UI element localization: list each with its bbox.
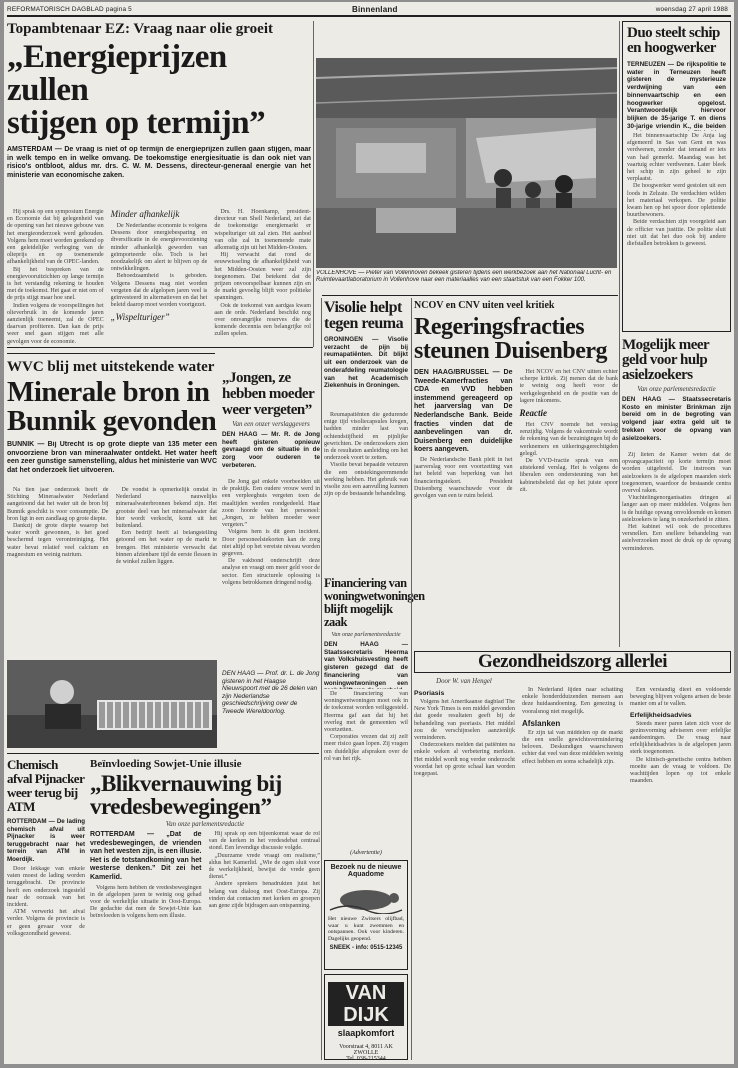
energie-headline-1: „Energieprijzen zullen [7, 39, 227, 108]
jongen-lead: DEN HAAG — Mr. R. de Jong heeft gisteren opnieuw gevraagd om de situatie in de zorg voor ouderen te verbeteren. [222, 431, 320, 469]
gezondheid-paragraph: Steeds meer paren laten zich voor de gezinsvorming adviseren over erfelijke aandoeningen. De vraag naar erfelijkheidsadvies is de afgelopen jaren sterk toegenomen. [630, 720, 731, 756]
energie-lead: AMSTERDAM — De vraag is niet of op termijn de energieprijzen zullen gaan stijgen, maar in welk tempo en in welke omvang. De toekomstige energiesituatie is dan ook niet van risico's ontbloot, aldus mr. drs. C. W. M. Dessens, directeur-generaal energie van het ministerie van economische zaken. [7, 146, 311, 179]
sowjet-paragraph: „Duurzame vrede vraagt om realisme,” aldus het Kamerlid. „Wie de ogen sluit voor de werkelijkheid, bewijst de vrede geen dienst.” [208, 852, 320, 881]
article-mineraal [7, 359, 217, 637]
visolie-paragraph: Visolie bevat bepaalde vetzuren die een ontstekingsremmende werking hebben. Het gebruik van visolie zou een aanvulling kunnen zijn op de bestaande behandeling. [324, 462, 408, 498]
energie-paragraph: Ook de toekomst van aardgas kwam aan de orde. Nederland beschikt nog over omvangrijke reserves die de komende decennia een belangrijke rol zullen spelen. [214, 302, 311, 338]
sowjet-paragraph: Volgens hem hebben de vredesbewegingen in de afgelopen jaren te weinig oog gehad voor de werkelijke situatie in Oost-Europa. De gedachte dat men de Sowjet-Unie kan beïnvloeden is volgens hem een illusie. [90, 884, 202, 920]
gezondheid-subheading: Psoriasis [414, 690, 445, 697]
gezondheid-body [414, 687, 731, 1061]
ncov-paragraph: Het NCOV en het CNV uitten echter scherpe kritiek. Zij menen dat de bank te weinig oog heeft voor de werkgelegenheid en de positie van de lagere inkomens. [519, 369, 618, 404]
divider [7, 347, 313, 348]
ncov-headline-2: steunen Duisenberg [414, 338, 608, 364]
duo-paragraph: Het binnenvaartschip De Anja lag afgemeerd in Sas van Gent en was verdwenen, zonder dat iemand er iets van had gemerkt. Maandag was het vaartuig echter verdwenen. Later bleek het schip in zijn geheel te zijn verplaatst. [627, 133, 726, 183]
photo-vollenhove-caption: VOLLENHOVE — Pieter van Vollenhoven bekeek gisteren tijdens een werkbezoek aan het Nationaal Lucht- en Ruimtevaartlaboratorium in Vollenhove naar een materiaalles van een staartstuk van een Fokker 100. [316, 270, 612, 283]
ncov-lead: DEN HAAG/BRUSSEL — De Tweede-Kamerfracties van CDA en VVD hebben instemmend gereageerd op het jaarverslag van De Nederlandsche Bank. Beide fracties vinden dat de aanbevelingen van dr. Duisenberg een duidelijke koers aangeven. [414, 369, 513, 454]
energie-paragraph: Bij het bespreken van de energievooruitzichten op lange termijn is het verstandig rekening te houden met de toekomst. Het gaat er niet om of de prijs stijgt maar hoe snel. [7, 266, 104, 302]
ncov-kicker: NCOV en CNV uiten veel kritiek [414, 300, 555, 311]
newspaper-page [4, 2, 734, 1064]
photo-vollenhove [316, 58, 617, 268]
chemisch-headline: Chemisch afval Pijnacker weer terug bij ATM [7, 757, 85, 814]
energie-paragraph: Indien volgens de voorspellingen het olieverbruik in de komende jaren aanzienlijk toeneemt, zal de OPEC daarvan profiteren. Dan kan de prijs weer snel gaan stijgen met alle gevolgen voor de economie. [7, 302, 104, 345]
divider [411, 298, 412, 1060]
asielzoekers-paragraph: Zij lieten de Kamer weten dat de opvangcapaciteit op korte termijn moet worden uitgebreid. De instroom van asielzoekers is de afgelopen maanden sterk toegenomen, waardoor de bestaande centra overvol raken. [622, 452, 731, 495]
chemisch-paragraph: ATM verwerkt het afval verder. Volgens de provincie is er geen gevaar voor de volksgezondheid geweest. [7, 909, 85, 937]
asielzoekers-headline: Mogelijk meer geld voor hulp asielzoekers [622, 337, 709, 383]
energie-body [7, 209, 311, 375]
photo-de-jong-caption: DEN HAAG — Prof. dr. L. de Jong gisteren in het Haagse Nieuwspoort met de 26 delen van zijn Nederlandse geschiedschrijving over de Tweede Wereldoorlog. [222, 670, 320, 715]
ncov-paragraph: De Nederlandsche Bank pleit in het jaarverslag voor een voortzetting van het beleid van beperking van het financieringstekort. President Duisenberg waarschuwde voor de gevolgen van een te ruim beleid. [414, 456, 513, 499]
gezondheid-subheading: Erfelijkheidsadvies [630, 711, 692, 719]
duo-paragraph: De hoogwerker werd gestolen uit een loods in Zelzate. De verdachten wilden het materiaal verkopen. De politie kwam hen op het spoor door oplettende buurtbewoners. [627, 183, 726, 219]
mineraal-paragraph: De vondst is opmerkelijk omdat in Nederland nauwelijks mineraalwaterbronnen bekend zijn. Het grootste deel van het mineraalwater dat hier wordt verkocht, komt uit het buitenland. [115, 487, 217, 530]
gezondheid-paragraph: Er zijn tal van middelen op de markt die een snelle gewichtsvermindering beloven. Deskundigen waarschuwen echter dat veel van deze middelen weinig effect hebben en soms schadelijk zijn. [522, 729, 623, 765]
ad-aquadome-title: Bezoek nu de nieuwe Aquadome [330, 864, 402, 878]
sowjet-paragraph: Andere sprekers benadrukten juist het belang van dialoog met Oost-Europa. Zij vinden dat contacten met kerken en groepen aan gene zijde bijdragen aan ontspanning. [208, 881, 320, 910]
gezondheid-paragraph: De klinisch-genetische centra hebben moeite aan de vraag te voldoen. De wachttijden lopen op tot enkele maanden. [630, 756, 731, 785]
mineraal-paragraph: Na tien jaar onderzoek heeft de Stichting Mineraalwater Nederland aangetoond dat het water uit de bron bij Bunnik geschikt is voor consumptie. De bron ligt in een zandlaag op grote diepte. [7, 487, 109, 522]
photo-de-jong [7, 660, 217, 748]
visolie-paragraph: Reumapatiënten die gedurende enige tijd visoliecapsules kregen, hadden minder last van ochtendstijfheid en pijnlijke gewrichten. De onderzoekers zien in de resultaten aanleiding om het onderzoek voort te zetten. [324, 412, 408, 462]
gezondheid-banner: Gezondheidszorg allerlei [477, 651, 668, 672]
energie-paragraph: Hij verwacht dat rond de eeuwwisseling de afhankelijkheid van het Midden-Oosten weer zal zijn toegenomen. Dat betekent dat de prijzen onvoorspelbaar kunnen zijn en de markt gevoelig blijft voor politieke spanningen. [214, 252, 311, 302]
divider [313, 21, 314, 347]
header-paper-name: REFORMATORISCH DAGBLAD pagina 5 [7, 6, 132, 13]
asielzoekers-paragraph: Het kabinet wil ook de procedures versnellen. Een snellere behandeling van asielverzoeken moet de druk op de opvang verminderen. [622, 524, 731, 552]
photo-vollenhove-image [316, 58, 617, 268]
sowjet-headline-1: „Blikvernauwing bij [90, 771, 282, 796]
jongen-paragraph: De vakbond onderschrijft deze analyse en vraagt om meer geld voor de sector. Een structurele oplossing is volgens betrokkenen dringend nodig. [222, 558, 320, 586]
mineraal-headline-2: Bunnik gevonden [7, 405, 217, 437]
woning-headline: Financiering van woningwetwoningen blijft mogelijk zaak [324, 576, 425, 629]
article-energie [7, 21, 311, 375]
article-asielzoekers [622, 338, 731, 656]
divider [619, 21, 620, 647]
ad-aquadome-body: Het nieuwe Zwitsers olijfbad, waar u kunt zwemmen en ontspannen. Ook voor kinderen. Dagelijks geopend. [328, 916, 404, 942]
article-gezondheid [414, 678, 731, 1062]
jongen-byline: Van een onzer verslaggevers [232, 421, 310, 428]
visolie-headline: Visolie helpt tegen reuma [324, 299, 404, 332]
ncov-paragraph: De VVD-fractie sprak van een uitstekend verslag. Het is volgens de liberalen een ondersteuning van het kabinetsbeleid dat op het juiste spoor zit. [519, 458, 618, 493]
woning-paragraph: De financiering van woningwetwoningen moet ook in de toekomst worden veiliggesteld. Heerma gaf aan dat hij het overleg met de gemeenten wil voortzetten. [324, 691, 408, 734]
ad-vandijk-address: Voorstraat 4, 8011 AK ZWOLLE [339, 1044, 393, 1056]
ad-aquadome [324, 860, 408, 970]
visolie-lead: GRONINGEN — Visolie verzacht de pijn bij reumapatiënten. Dit blijkt uit een onderzoek van de onderafdeling reumatologie van het Academisch Ziekenhuis in Groningen. [324, 336, 408, 390]
header-rule [7, 15, 731, 17]
photo-de-jong-image [7, 660, 217, 748]
duo-headline: Duo steelt schip en hoogwerker [627, 25, 720, 56]
sowjet-lead: ROTTERDAM — „Dat de vredesbewegingen, de vrienden van het westen zijn, is een illusie. Het is de totstandkoming van het westerse denken.” Dit zei het Kamerlid. [90, 831, 202, 881]
mineraal-paragraph: Dankzij de grote diepte waarop het water wordt gewonnen, is het goed beschermd tegen verontreiniging. Het water bevat relatief veel calcium en magnesium en weinig natrium. [7, 523, 109, 558]
sowjet-paragraph: Hij sprak op een bijeenkomst waar de rol van de kerken in het vredesdebat centraal stond. Een levendige discussie volgde. [208, 831, 320, 852]
jongen-headline: „Jongen, ze hebben moeder weer vergeten” [222, 370, 314, 418]
ncov-body [414, 369, 618, 651]
divider [7, 753, 319, 754]
mineraal-paragraph: Een bedrijf heeft al belangstelling getoond om het water op de markt te brengen. Het ministerie verwacht dat binnen afzienbare tijd de eerste flessen in de winkel zullen liggen. [115, 530, 217, 566]
chemisch-paragraph: Door lekkage van enkele vaten moest de lading worden teruggebracht. De provincie heeft een onderzoek ingesteld naar de oorzaak van het incident. [7, 866, 85, 909]
woning-paragraph: Corporaties vrezen dat zij zelf meer risico gaan lopen. Zij vragen om duidelijke afspraken over de rol van het rijk. [324, 734, 408, 762]
sowjet-headline-2: vredesbewegingen” [90, 794, 272, 819]
ncov-subheading: Reactie [519, 408, 547, 419]
ad-vandijk-phone: Tel. 038-215344 [346, 1056, 386, 1062]
energie-paragraph: De Nederlandse economie is volgens Dessens door energiebesparing en diversificatie in de energievoorziening minder afhankelijk geworden van geïmporteerde olie. Toch is het noodzakelijk om alert te blijven op de ontwikkelingen. [110, 223, 208, 273]
sowjet-body [90, 831, 320, 1064]
header-section: Binnenland [352, 5, 398, 14]
ad-vandijk-brand: VAN DIJK [328, 982, 404, 1026]
ad-vandijk-tagline: slaapkomfort [337, 1028, 395, 1038]
ncov-paragraph: Het CNV noemde het verslag eenzijdig. Volgens de vakcentrale wordt de rekening van de bezuinigingen bij de werknemers en uitkeringsgerechtigden gelegd. [519, 422, 618, 457]
mineraal-body [7, 487, 217, 637]
article-chemisch [7, 758, 85, 1062]
mineraal-headline-1: Minerale bron in [7, 376, 210, 408]
article-visolie [324, 300, 408, 570]
energie-kicker: Topambtenaar EZ: Vraag naar olie groeit [7, 21, 273, 37]
energie-headline-2: stijgen op termijn” [7, 105, 266, 141]
article-jongen [222, 370, 320, 666]
article-woning [324, 576, 425, 762]
energie-paragraph: Behoedzaamheid is geboden. Volgens Dessens mag niet worden vergeten dat de afgelopen jaren veel is geïnvesteerd in alternatieven en dat het beleid daarop moet worden voortgezet. [110, 273, 208, 309]
chemisch-lead: ROTTERDAM — De lading chemisch afval uit Pijnacker is weer teruggebracht naar het terrein van ATM in Moerdijk. [7, 818, 85, 863]
turtle-icon [328, 880, 404, 914]
energie-paragraph: Hij sprak op een symposium Energie en Economie dat bij gelegenheid van de opening van het nieuwe gebouw van het energieonderzoek werd gehouden. Volgens hem moet worden gerekend op een geleidelijke verhoging van de olieprijs en op toenemende afhankelijkheid van de OPEC-landen. [7, 209, 104, 266]
asielzoekers-paragraph: Vluchtelingenorganisaties dringen al langer aan op meer middelen. Volgens hen is de huidige opvang onvoldoende en komen asielzoekers te lang in onzekerheid te zitten. [622, 495, 731, 523]
gezondheid-byline: Door W. van Hengel [436, 678, 492, 685]
duo-paragraph: Beide verdachten zijn voorgeleid aan de officier van justitie. De politie sluit niet uit dat het duo ook bij andere diefstallen betrokken is geweest. [627, 219, 726, 248]
divider [322, 295, 618, 296]
jongen-paragraph: De Jong gaf enkele voorbeelden uit de praktijk. Een oudere vrouw werd in een verpleeghuis vergeten toen de maaltijden werden rondgedeeld. Haar zoon hoorde van het personeel: „Jongen, ze hebben moeder weer vergeten.” [222, 479, 320, 529]
ad-aquadome-footer: SNEEK - info: 0515-12345 [329, 945, 403, 952]
asielzoekers-lead: DEN HAAG — Staatssecretaris Kosto en minister Brinkman zijn bereid om in de begroting van volgend jaar extra geld uit te trekken voor de opvang van asielzoekers. [622, 396, 731, 442]
gezondheid-subheading: Afslanken [522, 718, 561, 728]
divider [321, 298, 322, 1060]
advertisement-notice: (Advertentie) [350, 850, 382, 856]
article-duo [622, 21, 731, 332]
gezondheid-paragraph: Volgens het Amerikaanse dagblad The New York Times is een middel gevonden dat goede resultaten geeft bij de behandeling van psoriasis. Het middel zou de verschijnselen aanzienlijk verminderen. [414, 699, 515, 742]
gezondheid-banner-box [414, 651, 731, 673]
woning-byline: Van onze parlementsredactie [331, 632, 401, 638]
ad-vandijk [324, 974, 408, 1060]
energie-paragraph: Drs. H. Hoenkamp, president-directeur van Shell Nederland, zei dat de toekomstige energiemarkt er wispelturiger uit zal zien. Het aanbod van olie zal in toenemende mate afkomstig zijn uit het Midden-Oosten. [214, 209, 311, 252]
gezondheid-paragraph: In Nederland lijden naar schatting enkele honderdduizenden mensen aan deze huidaandoening. Een genezing is vooralsnog niet mogelijk. [522, 687, 623, 715]
article-ncov [414, 300, 618, 646]
woning-lead: DEN HAAG — Staatssecretaris Heerma van Volkshuisvesting heeft gisteren gezegd dat de financiering van woningwetwoningen een [324, 641, 408, 687]
sowjet-kicker: Beïnvloeding Sowjet-Unie illusie [90, 758, 242, 770]
gezondheid-paragraph: Onderzoekers melden dat patiënten na enkele weken al verbetering merkten. Het middel wordt nog verder onderzocht voordat het op grote schaal kan worden toegepast. [414, 742, 515, 778]
energie-subheading: „Wispelturiger” [110, 312, 170, 323]
energie-subheading: Minder afhankelijk [110, 209, 180, 219]
jongen-paragraph: Volgens hem is dit geen incident. Door personeelstekorten kan de zorg niet altijd op het vereiste niveau worden gegeven. [222, 529, 320, 558]
ncov-headline-1: Regeringsfracties [414, 314, 585, 340]
sowjet-byline: Van onze parlementsredactie [165, 821, 245, 828]
gezondheid-paragraph: Een verstandig dieet en voldoende beweging blijven volgens artsen de beste manier om af te vallen. [630, 687, 731, 708]
header-date: woensdag 27 april 1988 [655, 6, 728, 13]
mineraal-lead: BUNNIK — Bij Utrecht is op grote diepte van 135 meter een onvoorziene bron van mineraalwater ontdekt. Het water heeft een zeer gunstige samenstelling, aldus het ministerie van WVC dat het onderzoek liet uitvoeren. [7, 441, 217, 474]
asielzoekers-byline: Van onze parlementsredactie [637, 386, 716, 393]
divider [7, 353, 215, 354]
article-sowjet [90, 758, 320, 1062]
duo-lead: TERNEUZEN — De rijkspolitie te water in Terneuzen heeft gisteren de mysterieuze verdwijning van een binnenvaartschip en een hoogwerker opgelost. Verantwoordelijk hiervoor blijken de 35-jarige T. en diens 30-jarige vriendin K., die beiden [627, 61, 726, 130]
mineraal-kicker: WVC blij met uitstekende water [7, 359, 215, 375]
